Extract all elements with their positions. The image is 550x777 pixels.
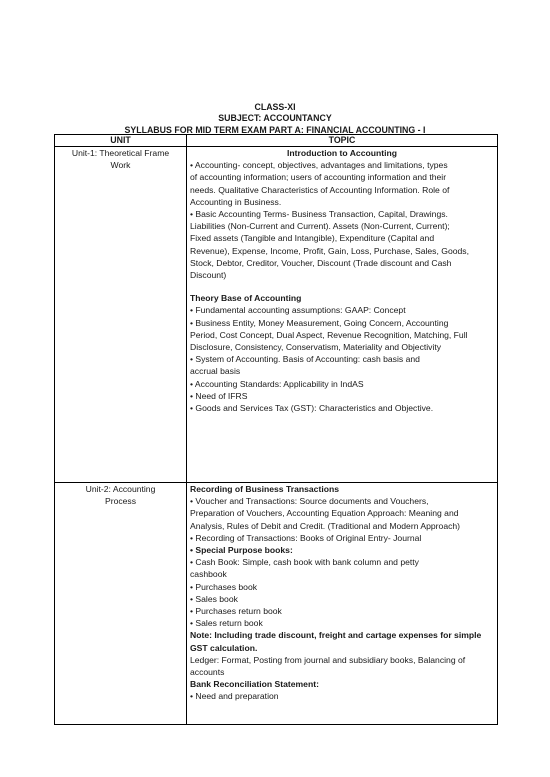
- unit-1-section-title-theory: Theory Base of Accounting: [190, 293, 302, 304]
- topic-line: • Purchases book: [190, 581, 258, 592]
- topic-line: • Sales return book: [190, 618, 263, 629]
- topic-line: Revenue), Expense, Income, Profit, Gain, Loss, Purchase, Sales, Goods,: [190, 245, 469, 256]
- unit-1-topics: [187, 147, 498, 483]
- unit-2-name-line-2: Process: [104, 496, 137, 507]
- topic-line: Stock, Debtor, Creditor, Voucher, Discount (Trade discount and Cash: [190, 257, 452, 268]
- unit-1-name: [55, 147, 187, 483]
- topic-line: • Need of IFRS: [190, 390, 248, 401]
- unit-2-section-title-bank: Bank Reconciliation Statement:: [190, 679, 319, 690]
- table-row-unit-1: [55, 147, 498, 483]
- unit-2-name: [55, 483, 187, 725]
- topic-line: • Accounting Standards: Applicability in IndAS: [190, 378, 364, 389]
- topic-line: • Need and preparation: [190, 691, 279, 702]
- topic-line: cashbook: [190, 569, 227, 580]
- topic-line: • Fundamental accounting assumptions: GAAP: Concept: [190, 305, 406, 316]
- topic-line: • Business Entity, Money Measurement, Going Concern, Accounting: [190, 317, 449, 328]
- topic-line: needs. Qualitative Characteristics of Accounting Information. Role of: [190, 184, 450, 195]
- topic-line: Discount): [190, 270, 227, 281]
- topic-line: Liabilities (Non-Current and Current). Assets (Non-Current, Current);: [190, 221, 450, 232]
- topic-line: • Goods and Services Tax (GST): Characteristics and Objective.: [190, 403, 434, 414]
- topic-line: • Accounting- concept, objectives, advantages and limitations, types: [190, 160, 448, 171]
- topic-line: • Sales book: [190, 593, 238, 604]
- topic-line: • Cash Book: Simple, cash book with bank column and petty: [190, 557, 419, 568]
- topic-line: Accounting in Business.: [190, 196, 282, 207]
- unit-column-header: UNIT: [55, 135, 187, 147]
- unit-2-topics: [187, 483, 498, 725]
- unit-2-section-title-recording: Recording of Business Transactions: [190, 484, 339, 494]
- spacer: [190, 281, 494, 292]
- subject-heading: SUBJECT: ACCOUNTANCY: [218, 113, 332, 123]
- class-heading: CLASS-XI: [254, 102, 296, 112]
- unit-1-section-title-intro: Introduction to Accounting: [287, 148, 397, 158]
- topic-line: Analysis, Rules of Debit and Credit. (Traditional and Modern Approach): [190, 520, 461, 531]
- topic-line: accounts: [190, 667, 225, 678]
- unit-1-name-line-1: Unit-1: Theoretical Frame: [71, 148, 170, 158]
- unit-1-name-line-2: Work: [110, 160, 131, 171]
- topic-line: • Purchases return book: [190, 606, 282, 617]
- topic-line: Fixed assets (Tangible and Intangible), Expenditure (Capital and: [190, 233, 435, 244]
- topic-line-bold: • Special Purpose books:: [190, 545, 293, 556]
- table-header-row: [55, 135, 498, 147]
- topic-line: of accounting information; users of accounting information and their: [190, 172, 447, 183]
- topic-column-header: TOPIC: [187, 135, 498, 147]
- topic-line: • Basic Accounting Terms- Business Transaction, Capital, Drawings.: [190, 209, 448, 220]
- topic-line: • Recording of Transactions: Books of Original Entry- Journal: [190, 532, 422, 543]
- unit-2-name-line-1: Unit-2: Accounting: [85, 484, 156, 494]
- topic-line: Ledger: Format, Posting from journal and subsidiary books, Balancing of: [190, 654, 466, 665]
- topic-line: • System of Accounting. Basis of Accounting: cash basis and: [190, 354, 420, 365]
- topic-note: GST calculation.: [190, 642, 258, 653]
- table-row-unit-2: [55, 483, 498, 725]
- syllabus-heading: SYLLABUS FOR MID TERM EXAM PART A: FINANCIAL ACCOUNTING - I: [124, 125, 426, 135]
- topic-line: Preparation of Vouchers, Accounting Equation Approach: Meaning and: [190, 508, 459, 519]
- topic-line: Period, Cost Concept, Dual Aspect, Revenue Recognition, Matching, Full: [190, 329, 468, 340]
- topic-line: Disclosure, Consistency, Conservatism, Materiality and Objectivity: [190, 342, 442, 353]
- topic-line: • Voucher and Transactions: Source documents and Vouchers,: [190, 496, 429, 507]
- syllabus-table: [54, 134, 498, 725]
- topic-line: accrual basis: [190, 366, 241, 377]
- topic-note: Note: Including trade discount, freight and cartage expenses for simple: [190, 630, 482, 641]
